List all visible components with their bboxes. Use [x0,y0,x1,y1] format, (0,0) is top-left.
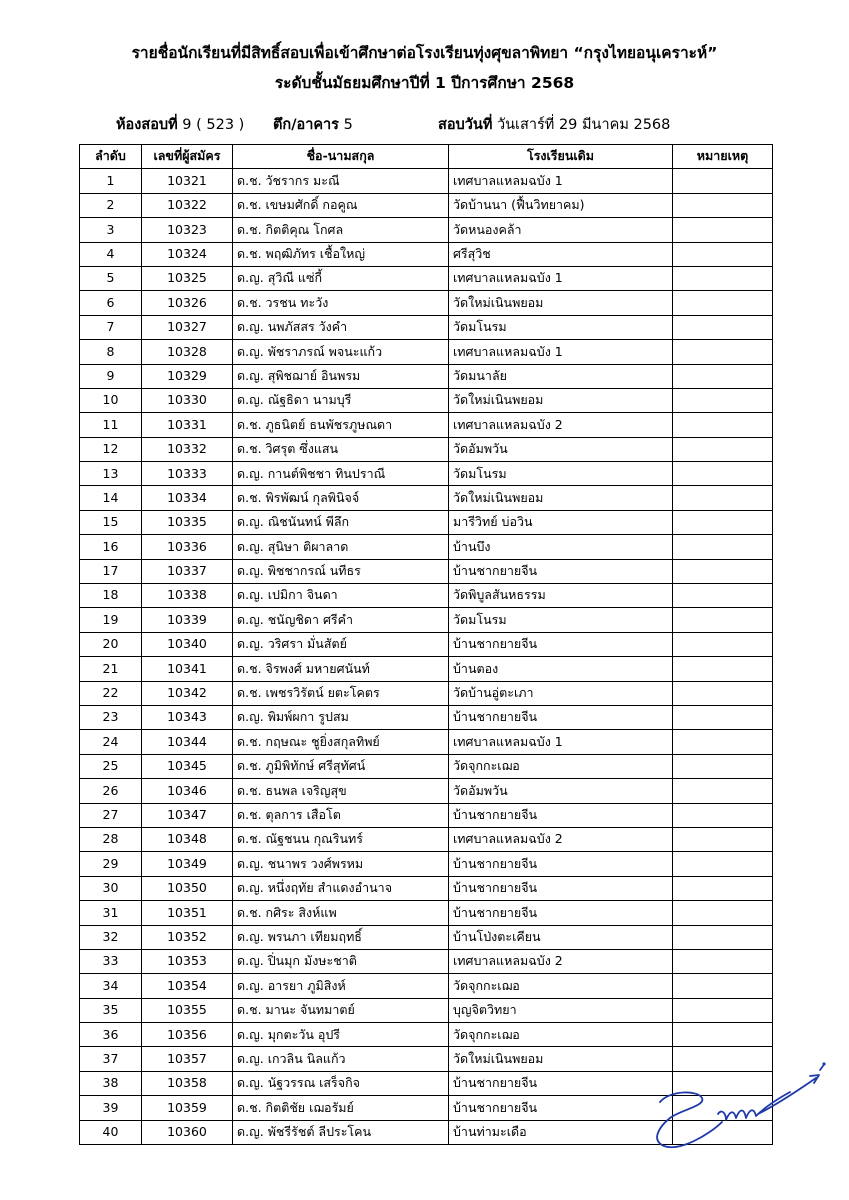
cell-order: 32 [80,925,142,949]
cell-full-name: ด.ช. ภูมิพิทักษ์ ศรีสุทัศน์ [233,754,449,778]
cell-remarks [673,705,773,729]
cell-previous-school: วัดจุกกะเฌอ [449,754,673,778]
table-row [80,754,773,778]
table-row [80,681,773,705]
cell-applicant-id: 10321 [142,169,233,193]
cell-full-name: ด.ช. พิรพัฒน์ กุลพินิจจ์ [233,486,449,510]
cell-remarks [673,803,773,827]
table-row [80,730,773,754]
column-header-remarks: หมายเหตุ [673,145,773,169]
cell-order: 15 [80,510,142,534]
cell-full-name: ด.ญ. ณิชนันทน์ พีลึก [233,510,449,534]
cell-order: 16 [80,535,142,559]
cell-order: 7 [80,315,142,339]
cell-order: 12 [80,437,142,461]
cell-remarks [673,852,773,876]
cell-applicant-id: 10327 [142,315,233,339]
cell-previous-school: วัดบ้านอู่ตะเภา [449,681,673,705]
cell-order: 27 [80,803,142,827]
cell-applicant-id: 10352 [142,925,233,949]
cell-previous-school: วัดหนองคล้า [449,218,673,242]
cell-order: 39 [80,1096,142,1120]
cell-full-name: ด.ญ. อารยา ภูมิสิงห์ [233,974,449,998]
table-header-row [80,145,773,169]
cell-remarks [673,730,773,754]
cell-previous-school: วัดใหม่เนินพยอม [449,291,673,315]
cell-applicant-id: 10341 [142,657,233,681]
table-body [80,169,773,1145]
cell-full-name: ด.ญ. พัชรีรัชต์ ลีประโคน [233,1120,449,1144]
cell-remarks [673,291,773,315]
cell-applicant-id: 10329 [142,364,233,388]
building-value: 5 [343,117,353,133]
cell-applicant-id: 10344 [142,730,233,754]
table-row [80,364,773,388]
cell-remarks [673,413,773,437]
cell-full-name: ด.ช. มานะ จันทมาตย์ [233,998,449,1022]
building-info [273,113,353,136]
table-row [80,852,773,876]
cell-applicant-id: 10351 [142,901,233,925]
cell-full-name: ด.ช. วัชรากร มะณี [233,169,449,193]
cell-remarks [673,462,773,486]
cell-applicant-id: 10343 [142,705,233,729]
cell-full-name: ด.ญ. เกวลิน นิลแก้ว [233,1047,449,1071]
table-row [80,193,773,217]
cell-remarks [673,901,773,925]
cell-previous-school: บ้านชากยายจีน [449,1071,673,1095]
table-row [80,169,773,193]
table-row [80,315,773,339]
cell-applicant-id: 10358 [142,1071,233,1095]
cell-applicant-id: 10359 [142,1096,233,1120]
cell-previous-school: เทศบาลแหลมฉบัง 1 [449,340,673,364]
cell-previous-school: วัดอัมพวัน [449,437,673,461]
cell-applicant-id: 10347 [142,803,233,827]
handwritten-signature [640,1062,830,1162]
cell-full-name: ด.ช. พฤฒิภัทร เชื้อใหญ่ [233,242,449,266]
cell-full-name: ด.ช. ตุลการ เสือโต [233,803,449,827]
cell-order: 36 [80,1023,142,1047]
cell-order: 17 [80,559,142,583]
cell-applicant-id: 10339 [142,608,233,632]
table-row [80,901,773,925]
cell-previous-school: ศรีสุวิช [449,242,673,266]
cell-previous-school: วัดใหม่เนินพยอม [449,1047,673,1071]
cell-applicant-id: 10353 [142,949,233,973]
cell-previous-school: เทศบาลแหลมฉบัง 1 [449,730,673,754]
table-row [80,437,773,461]
cell-full-name: ด.ญ. พิชชากรณ์ นทีธร [233,559,449,583]
cell-remarks [673,876,773,900]
cell-previous-school: วัดใหม่เนินพยอม [449,388,673,412]
cell-applicant-id: 10323 [142,218,233,242]
cell-applicant-id: 10340 [142,632,233,656]
cell-applicant-id: 10360 [142,1120,233,1144]
cell-applicant-id: 10335 [142,510,233,534]
cell-previous-school: บ้านท่ามะเดือ [449,1120,673,1144]
cell-previous-school: เทศบาลแหลมฉบัง 2 [449,827,673,851]
cell-order: 11 [80,413,142,437]
cell-remarks [673,827,773,851]
cell-applicant-id: 10334 [142,486,233,510]
building-label: ตึก/อาคาร [273,117,339,133]
cell-applicant-id: 10332 [142,437,233,461]
cell-full-name: ด.ญ. เปมิกา จินดา [233,584,449,608]
cell-order: 10 [80,388,142,412]
cell-full-name: ด.ญ. นัฐวรรณ เสร็จกิจ [233,1071,449,1095]
cell-applicant-id: 10356 [142,1023,233,1047]
cell-previous-school: บ้านบึง [449,535,673,559]
table-row [80,559,773,583]
cell-full-name: ด.ช. กศิระ สิงห์แพ [233,901,449,925]
exam-room-info [116,113,244,136]
cell-remarks [673,949,773,973]
cell-full-name: ด.ช. ณัฐชนน กุณรินทร์ [233,827,449,851]
table-row [80,266,773,290]
cell-previous-school: มารีวิทย์ บ่อวิน [449,510,673,534]
cell-order: 28 [80,827,142,851]
table-row [80,974,773,998]
cell-remarks [673,388,773,412]
cell-order: 38 [80,1071,142,1095]
cell-full-name: ด.ญ. ปิ่นมุก มังษะชาติ [233,949,449,973]
cell-full-name: ด.ญ. ชนัญชิดา ศรีคำ [233,608,449,632]
cell-remarks [673,364,773,388]
exam-date-label: สอบวันที่ [438,117,493,133]
cell-remarks [673,584,773,608]
cell-order: 18 [80,584,142,608]
cell-full-name: ด.ญ. มุกตะวัน อุปรี [233,1023,449,1047]
cell-previous-school: วัดบ้านนา (ฟื้นวิทยาคม) [449,193,673,217]
cell-previous-school: เทศบาลแหลมฉบัง 2 [449,949,673,973]
cell-full-name: ด.ญ. สุวิณี แซ่กี้ [233,266,449,290]
cell-previous-school: วัดมนาลัย [449,364,673,388]
cell-remarks [673,486,773,510]
cell-order: 14 [80,486,142,510]
table-row [80,242,773,266]
table-row [80,462,773,486]
document-subtitle: ระดับชั้นมัธยมศึกษาปีที่ 1 ปีการศึกษา 2568 [274,74,575,92]
cell-full-name: ด.ช. วรชน ทะวัง [233,291,449,315]
cell-applicant-id: 10328 [142,340,233,364]
table-row [80,1023,773,1047]
table-row [80,218,773,242]
cell-previous-school: เทศบาลแหลมฉบัง 2 [449,413,673,437]
cell-full-name: ด.ญ. วริศรา มั่นสัตย์ [233,632,449,656]
cell-order: 26 [80,779,142,803]
cell-remarks [673,169,773,193]
cell-remarks [673,754,773,778]
column-header-order: ลำดับ [80,145,142,169]
cell-previous-school: เทศบาลแหลมฉบัง 1 [449,266,673,290]
cell-previous-school: วัดมโนรม [449,315,673,339]
table-row [80,803,773,827]
cell-applicant-id: 10349 [142,852,233,876]
cell-order: 31 [80,901,142,925]
cell-remarks [673,998,773,1022]
cell-applicant-id: 10338 [142,584,233,608]
table-row [80,949,773,973]
cell-order: 37 [80,1047,142,1071]
cell-full-name: ด.ช. กิตติคุณ โกศล [233,218,449,242]
cell-previous-school: เทศบาลแหลมฉบัง 1 [449,169,673,193]
cell-order: 13 [80,462,142,486]
exam-room-label: ห้องสอบที่ [116,117,178,133]
cell-order: 5 [80,266,142,290]
cell-applicant-id: 10342 [142,681,233,705]
exam-room-value: 9 ( 523 ) [182,117,245,133]
cell-order: 20 [80,632,142,656]
cell-remarks [673,632,773,656]
cell-previous-school: บ้านชากยายจีน [449,852,673,876]
cell-applicant-id: 10346 [142,779,233,803]
cell-full-name: ด.ญ. พิมพ์ผกา รูปสม [233,705,449,729]
cell-remarks [673,657,773,681]
cell-applicant-id: 10345 [142,754,233,778]
cell-previous-school: บ้านชากยายจีน [449,876,673,900]
cell-applicant-id: 10324 [142,242,233,266]
cell-full-name: ด.ช. เขษมศักดิ์ กอคูณ [233,193,449,217]
cell-remarks [673,974,773,998]
cell-previous-school: บ้านโป่งตะเคียน [449,925,673,949]
cell-order: 34 [80,974,142,998]
cell-previous-school: วัดมโนรม [449,462,673,486]
cell-order: 30 [80,876,142,900]
cell-remarks [673,340,773,364]
cell-order: 25 [80,754,142,778]
cell-full-name: ด.ญ. ณัฐธิดา นามบุรี [233,388,449,412]
cell-applicant-id: 10326 [142,291,233,315]
cell-full-name: ด.ช. ภูธนิตย์ ธนพัชรภูษณดา [233,413,449,437]
document-title: รายชื่อนักเรียนที่มีสิทธิ์สอบเพื่อเข้าศึกษาต่อโรงเรียนทุ่งศุขลาพิทยา “กรุงไทยอนุเคราะห์” [131,44,718,62]
table-row [80,827,773,851]
cell-order: 4 [80,242,142,266]
cell-applicant-id: 10337 [142,559,233,583]
cell-order: 22 [80,681,142,705]
table-row [80,705,773,729]
table-row [80,486,773,510]
exam-date-info [438,113,670,136]
table-row [80,876,773,900]
table-row [80,340,773,364]
cell-order: 9 [80,364,142,388]
cell-previous-school: วัดพิบูลสันหธรรม [449,584,673,608]
table-row [80,388,773,412]
cell-order: 3 [80,218,142,242]
table-row [80,779,773,803]
cell-remarks [673,193,773,217]
table-row [80,510,773,534]
cell-previous-school: บ้านชากยายจีน [449,803,673,827]
cell-order: 1 [80,169,142,193]
cell-order: 35 [80,998,142,1022]
cell-remarks [673,925,773,949]
cell-previous-school: วัดจุกกะเฌอ [449,974,673,998]
cell-full-name: ด.ญ. สุพิชฌาย์ อินพรม [233,364,449,388]
cell-remarks [673,242,773,266]
cell-remarks [673,266,773,290]
cell-full-name: ด.ญ. พรนภา เทียมฤทธิ์ [233,925,449,949]
cell-previous-school: บ้านชากยายจีน [449,901,673,925]
table-row [80,925,773,949]
cell-previous-school: บ้านชากยายจีน [449,632,673,656]
table-row [80,998,773,1022]
cell-order: 33 [80,949,142,973]
cell-applicant-id: 10325 [142,266,233,290]
cell-previous-school: บุญจิตวิทยา [449,998,673,1022]
cell-full-name: ด.ช. กฤษณะ ชูยิ่งสกุลทิพย์ [233,730,449,754]
cell-order: 6 [80,291,142,315]
cell-full-name: ด.ช. ธนพล เจริญสุข [233,779,449,803]
cell-full-name: ด.ช. จิรพงศ์ มหายศนันท์ [233,657,449,681]
cell-applicant-id: 10354 [142,974,233,998]
cell-remarks [673,681,773,705]
cell-applicant-id: 10348 [142,827,233,851]
column-header-full-name: ชื่อ-นามสกุล [233,145,449,169]
cell-full-name: ด.ญ. กานต์พิชชา ทินปราณี [233,462,449,486]
cell-remarks [673,779,773,803]
cell-previous-school: วัดอัมพวัน [449,779,673,803]
cell-previous-school: บ้านชากยายจีน [449,559,673,583]
cell-applicant-id: 10355 [142,998,233,1022]
cell-order: 8 [80,340,142,364]
cell-full-name: ด.ญ. หนึ่งฤทัย สำแดงอำนาจ [233,876,449,900]
cell-remarks [673,218,773,242]
cell-full-name: ด.ช. เพชรวิรัตน์ ยตะโคตร [233,681,449,705]
cell-applicant-id: 10333 [142,462,233,486]
cell-order: 40 [80,1120,142,1144]
column-header-previous-school: โรงเรียนเดิม [449,145,673,169]
cell-remarks [673,559,773,583]
table-row [80,632,773,656]
cell-full-name: ด.ญ. พัชราภรณ์ พจนะแก้ว [233,340,449,364]
table-row [80,535,773,559]
cell-order: 29 [80,852,142,876]
cell-previous-school: วัดมโนรม [449,608,673,632]
cell-applicant-id: 10331 [142,413,233,437]
cell-remarks [673,315,773,339]
table-row [80,608,773,632]
cell-remarks [673,510,773,534]
student-roster-table [79,144,773,1145]
cell-previous-school: วัดใหม่เนินพยอม [449,486,673,510]
cell-full-name: ด.ช. วิศรุต ซึ่งแสน [233,437,449,461]
cell-applicant-id: 10357 [142,1047,233,1071]
column-header-applicant-id: เลขที่ผู้สมัคร [142,145,233,169]
cell-full-name: ด.ช. กิตติชัย เฌอรัมย์ [233,1096,449,1120]
cell-remarks [673,1023,773,1047]
cell-order: 24 [80,730,142,754]
cell-remarks [673,535,773,559]
cell-applicant-id: 10350 [142,876,233,900]
cell-order: 23 [80,705,142,729]
cell-order: 2 [80,193,142,217]
cell-full-name: ด.ญ. สุนิษา ติผาลาด [233,535,449,559]
cell-remarks [673,437,773,461]
cell-full-name: ด.ญ. ชนาพร วงศ์พรหม [233,852,449,876]
exam-date-value: วันเสาร์ที่ 29 มีนาคม 2568 [496,117,671,133]
cell-order: 21 [80,657,142,681]
cell-previous-school: วัดจุกกะเฌอ [449,1023,673,1047]
table-row [80,413,773,437]
cell-order: 19 [80,608,142,632]
cell-previous-school: บ้านชากยายจีน [449,1096,673,1120]
cell-remarks [673,608,773,632]
cell-previous-school: บ้านชากยายจีน [449,705,673,729]
cell-applicant-id: 10330 [142,388,233,412]
cell-applicant-id: 10322 [142,193,233,217]
table-row [80,657,773,681]
table-row [80,291,773,315]
table-row [80,584,773,608]
cell-full-name: ด.ญ. นพภัสสร วังคำ [233,315,449,339]
cell-previous-school: บ้านตอง [449,657,673,681]
cell-applicant-id: 10336 [142,535,233,559]
